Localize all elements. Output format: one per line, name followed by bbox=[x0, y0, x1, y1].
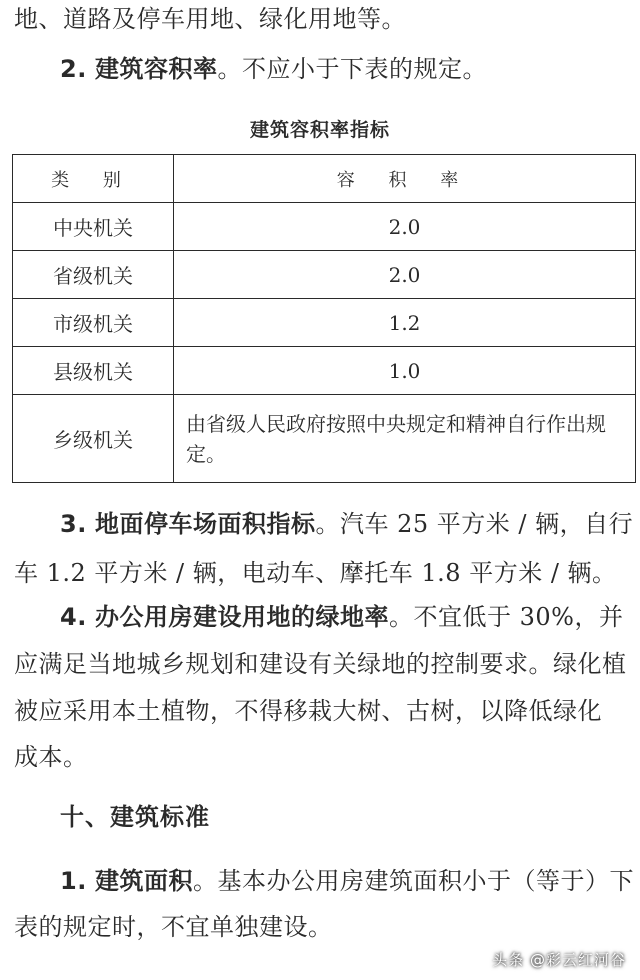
table-row bbox=[13, 203, 636, 251]
header-category: 类 别 bbox=[13, 155, 174, 203]
source-watermark: 头条 @彩云红河谷 bbox=[492, 951, 626, 969]
item-title: 办公用房建设用地的绿地率 bbox=[94, 603, 389, 631]
plot-ratio-table bbox=[12, 154, 636, 483]
item-4-line bbox=[60, 600, 626, 634]
row-value: 由省级人民政府按照中央规定和精神自行作出规定。 bbox=[174, 395, 636, 483]
item-title: 建筑面积 bbox=[94, 867, 193, 895]
header-ratio: 容 积 率 bbox=[174, 155, 636, 203]
row-category: 中央机关 bbox=[13, 203, 174, 251]
section-heading: 十、建筑标准 bbox=[60, 803, 210, 831]
row-category: 县级机关 bbox=[13, 347, 174, 395]
paragraph-line: 车 1.2 平方米 / 辆，电动车、摩托车 1.8 平方米 / 辆。 bbox=[14, 559, 617, 587]
paragraph-line: 成本。 bbox=[14, 743, 88, 771]
table-header-row bbox=[13, 155, 636, 203]
row-value: 1.0 bbox=[174, 347, 636, 395]
paragraph-line: 地、道路及停车用地、绿化用地等。 bbox=[14, 5, 406, 33]
row-category: 市级机关 bbox=[13, 299, 174, 347]
table-row bbox=[13, 347, 636, 395]
table-row bbox=[13, 299, 636, 347]
paragraph-line: 表的规定时，不宜单独建设。 bbox=[14, 913, 333, 941]
row-category: 乡级机关 bbox=[13, 395, 174, 483]
item-text: 。不应小于下表的规定。 bbox=[217, 55, 487, 83]
item-text: 。基本办公用房建筑面积小于（等于）下 bbox=[192, 867, 634, 895]
row-value: 2.0 bbox=[174, 251, 636, 299]
table-title: 建筑容积率指标 bbox=[249, 119, 390, 141]
table-row bbox=[13, 251, 636, 299]
item-3-line bbox=[60, 507, 634, 541]
row-value: 2.0 bbox=[174, 203, 636, 251]
item-2-line bbox=[60, 52, 626, 86]
item-number: 1. bbox=[60, 867, 87, 895]
paragraph-line: 被应采用本土植物，不得移栽大树、古树，以降低绿化 bbox=[14, 697, 602, 725]
paragraph-line: 应满足当地城乡规划和建设有关绿地的控制要求。绿化植 bbox=[14, 650, 627, 678]
item-text: 。不宜低于 30%，并 bbox=[388, 603, 624, 631]
item-number: 2. bbox=[60, 55, 87, 83]
item-text: 。汽车 25 平方米 / 辆，自行 bbox=[315, 510, 634, 538]
row-value: 1.2 bbox=[174, 299, 636, 347]
item-number: 3. bbox=[60, 510, 87, 538]
item-number: 4. bbox=[60, 603, 87, 631]
table-row bbox=[13, 395, 636, 483]
item-title: 建筑容积率 bbox=[94, 55, 218, 83]
item-title: 地面停车场面积指标 bbox=[94, 510, 316, 538]
row-category: 省级机关 bbox=[13, 251, 174, 299]
item-10-1-line bbox=[60, 864, 634, 898]
